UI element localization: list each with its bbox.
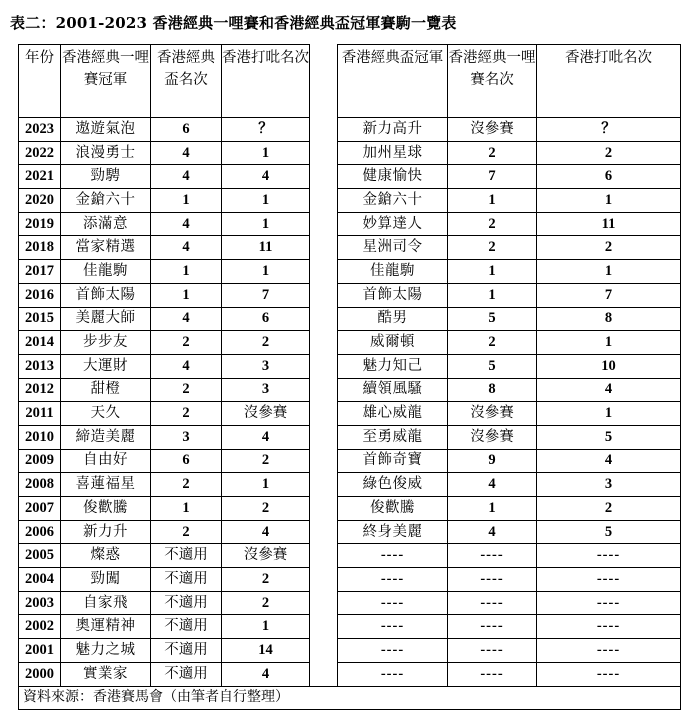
cell-mile-place: 4 [448,473,537,497]
cell-mile-place: 1 [448,260,537,284]
header-cup-place: 香港經典盃名次 [151,45,222,118]
cell-mile-place: ---- [448,662,537,686]
cell-mile-place: ---- [448,544,537,568]
cell-cup-place: 4 [151,165,222,189]
cell-cup-winner: ---- [338,639,448,663]
cell-cup-winner: 首飾奇寶 [338,449,448,473]
cell-derby-place-2: ---- [537,615,681,639]
cell-year: 2018 [19,236,61,260]
cell-derby-place-2: 1 [537,331,681,355]
cell-mile-place: 7 [448,165,537,189]
header-row [19,45,681,118]
cell-year: 2021 [19,165,61,189]
cell-cup-place: 2 [151,378,222,402]
cell-separator [310,662,338,686]
cell-separator [310,497,338,521]
cell-separator [310,402,338,426]
cell-year: 2005 [19,544,61,568]
cell-cup-place: 6 [151,118,222,142]
cell-derby-place-1: 6 [222,307,310,331]
table-row [19,354,681,378]
header-derby-place-1: 香港打吡名次 [222,45,310,118]
cell-separator [310,331,338,355]
cell-cup-place: 不適用 [151,639,222,663]
table-row [19,141,681,165]
cell-separator [310,639,338,663]
cell-mile-winner: 奧運精神 [61,615,151,639]
cell-cup-place: 4 [151,141,222,165]
header-derby-place-2: 香港打吡名次 [537,45,681,118]
cell-derby-place-2: 2 [537,236,681,260]
cell-derby-place-1: 14 [222,639,310,663]
cell-separator [310,449,338,473]
cell-cup-winner: ---- [338,615,448,639]
cell-cup-place: 2 [151,331,222,355]
cell-year: 2007 [19,497,61,521]
cell-separator [310,212,338,236]
cell-cup-place: 2 [151,402,222,426]
cell-derby-place-1: 2 [222,591,310,615]
cell-cup-winner: 酷男 [338,307,448,331]
cell-separator [310,544,338,568]
cell-year: 2003 [19,591,61,615]
cell-cup-winner: 妙算達人 [338,212,448,236]
cell-derby-place-2: 10 [537,354,681,378]
cell-mile-place: 8 [448,378,537,402]
cell-separator [310,520,338,544]
source-row [19,686,681,709]
cell-year: 2013 [19,354,61,378]
cell-derby-place-2: 4 [537,449,681,473]
cell-cup-place: 1 [151,283,222,307]
cell-year: 2011 [19,402,61,426]
cell-cup-place: 6 [151,449,222,473]
cell-cup-winner: 俊歡騰 [338,497,448,521]
cell-cup-place: 2 [151,520,222,544]
table-row [19,307,681,331]
cell-derby-place-2: 5 [537,520,681,544]
table-row [19,260,681,284]
cell-mile-winner: 自由好 [61,449,151,473]
cell-mile-place: ---- [448,639,537,663]
cell-cup-place: 不適用 [151,615,222,639]
cell-derby-place-2: 7 [537,283,681,307]
header-mile-place: 香港經典一哩賽名次 [448,45,537,118]
cell-separator [310,307,338,331]
cell-mile-winner: 燦惑 [61,544,151,568]
cell-mile-place: 9 [448,449,537,473]
cell-separator [310,591,338,615]
cell-cup-place: 2 [151,473,222,497]
cell-year: 2020 [19,189,61,213]
cell-mile-place: 1 [448,283,537,307]
cell-mile-winner: 天久 [61,402,151,426]
cell-mile-place: 5 [448,354,537,378]
cell-mile-winner: 步步友 [61,331,151,355]
cell-cup-winner: 續領風騷 [338,378,448,402]
cell-derby-place-1: 1 [222,141,310,165]
cell-mile-winner: 首飾太陽 [61,283,151,307]
cell-separator [310,615,338,639]
cell-derby-place-2: 1 [537,402,681,426]
table-row [19,425,681,449]
table-row [19,165,681,189]
cell-cup-place: 不適用 [151,568,222,592]
cell-separator [310,568,338,592]
table-title: 表二：2001-2023 香港經典一哩賽和香港經典盃冠軍賽駒一覽表 [10,14,457,32]
cell-separator [310,141,338,165]
cell-cup-place: 4 [151,212,222,236]
header-cup-winner: 香港經典盃冠軍 [338,45,448,118]
cell-derby-place-1: 4 [222,165,310,189]
cell-derby-place-1: 7 [222,283,310,307]
cell-derby-place-2: 3 [537,473,681,497]
cell-derby-place-1: 3 [222,354,310,378]
cell-derby-place-2: ---- [537,639,681,663]
cell-mile-winner: 締造美麗 [61,425,151,449]
cell-year: 2010 [19,425,61,449]
table-row [19,639,681,663]
table-row [19,662,681,686]
cell-cup-place: 4 [151,307,222,331]
cell-derby-place-2: 8 [537,307,681,331]
cell-derby-place-1: 1 [222,212,310,236]
cell-cup-winner: 加州星球 [338,141,448,165]
table-row [19,449,681,473]
cell-year: 2019 [19,212,61,236]
cell-year: 2009 [19,449,61,473]
cell-derby-place-1: 1 [222,473,310,497]
cell-cup-winner: 金鎗六十 [338,189,448,213]
cell-cup-winner: 首飾太陽 [338,283,448,307]
header-year: 年份 [19,45,61,118]
table-row [19,118,681,142]
cell-mile-place: 2 [448,212,537,236]
table-row [19,331,681,355]
cell-derby-place-1: 沒參賽 [222,402,310,426]
cell-derby-place-1: 2 [222,568,310,592]
results-table [18,44,681,710]
cell-derby-place-1: 4 [222,425,310,449]
header-mile-winner: 香港經典一哩賽冠軍 [61,45,151,118]
cell-cup-winner: ---- [338,544,448,568]
cell-year: 2015 [19,307,61,331]
cell-cup-place: 1 [151,497,222,521]
cell-mile-winner: 佳龍駒 [61,260,151,284]
cell-mile-winner: 當家精選 [61,236,151,260]
table-row [19,544,681,568]
cell-cup-winner: 星洲司令 [338,236,448,260]
cell-cup-winner: ---- [338,591,448,615]
cell-mile-winner: 自家飛 [61,591,151,615]
column-separator [310,45,338,118]
cell-cup-winner: 佳龍駒 [338,260,448,284]
cell-mile-winner: 勁騁 [61,165,151,189]
cell-cup-winner: ---- [338,568,448,592]
cell-separator [310,425,338,449]
cell-derby-place-2: ---- [537,591,681,615]
cell-mile-winner: 俊歡騰 [61,497,151,521]
cell-mile-winner: 遨遊氣泡 [61,118,151,142]
table-body [19,118,681,687]
cell-mile-winner: 美麗大師 [61,307,151,331]
cell-cup-winner: 威爾頓 [338,331,448,355]
cell-cup-place: 1 [151,189,222,213]
cell-mile-place: ---- [448,615,537,639]
cell-separator [310,118,338,142]
cell-derby-place-1: 1 [222,189,310,213]
cell-derby-place-2: 2 [537,141,681,165]
cell-derby-place-2: 2 [537,497,681,521]
cell-year: 2002 [19,615,61,639]
cell-mile-place: 2 [448,141,537,165]
cell-cup-winner: 魅力知己 [338,354,448,378]
cell-year: 2016 [19,283,61,307]
table-row [19,402,681,426]
source-note: 資料來源：香港賽馬會（由筆者自行整理） [19,686,681,709]
cell-year: 2012 [19,378,61,402]
cell-cup-winner: 新力高升 [338,118,448,142]
cell-year: 2006 [19,520,61,544]
table-row [19,591,681,615]
cell-cup-winner: 雄心威龍 [338,402,448,426]
table-row [19,615,681,639]
cell-mile-place: 4 [448,520,537,544]
table-row [19,236,681,260]
cell-mile-place: 沒參賽 [448,118,537,142]
cell-cup-winner: ---- [338,662,448,686]
cell-mile-winner: 勁闖 [61,568,151,592]
cell-derby-place-2: ？ [537,118,681,142]
cell-mile-place: 1 [448,189,537,213]
cell-derby-place-1: 沒參賽 [222,544,310,568]
cell-mile-place: ---- [448,591,537,615]
cell-year: 2004 [19,568,61,592]
cell-mile-place: 2 [448,331,537,355]
cell-mile-winner: 浪漫勇士 [61,141,151,165]
cell-cup-winner: 終身美麗 [338,520,448,544]
table-row [19,283,681,307]
cell-derby-place-1: 2 [222,449,310,473]
cell-year: 2001 [19,639,61,663]
cell-derby-place-1: 1 [222,615,310,639]
cell-cup-place: 1 [151,260,222,284]
cell-cup-winner: 健康愉快 [338,165,448,189]
cell-derby-place-2: 1 [537,260,681,284]
cell-cup-place: 不適用 [151,591,222,615]
cell-separator [310,260,338,284]
cell-cup-winner: 綠色俊威 [338,473,448,497]
cell-derby-place-2: 5 [537,425,681,449]
cell-mile-place: 沒參賽 [448,425,537,449]
table-row [19,520,681,544]
cell-cup-place: 4 [151,236,222,260]
table-row [19,568,681,592]
cell-mile-place: 沒參賽 [448,402,537,426]
cell-derby-place-2: 1 [537,189,681,213]
cell-mile-winner: 甜橙 [61,378,151,402]
cell-cup-winner: 至勇威龍 [338,425,448,449]
cell-derby-place-1: 2 [222,497,310,521]
table-row [19,497,681,521]
cell-mile-winner: 金鎗六十 [61,189,151,213]
table-row [19,473,681,497]
cell-derby-place-1: 2 [222,331,310,355]
cell-cup-place: 3 [151,425,222,449]
cell-year: 2023 [19,118,61,142]
cell-mile-place: 1 [448,497,537,521]
table-row [19,212,681,236]
cell-derby-place-1: 4 [222,520,310,544]
cell-derby-place-2: ---- [537,568,681,592]
cell-year: 2017 [19,260,61,284]
cell-derby-place-1: 4 [222,662,310,686]
cell-mile-place: ---- [448,568,537,592]
cell-cup-place: 不適用 [151,544,222,568]
cell-mile-winner: 喜蓮福星 [61,473,151,497]
cell-separator [310,165,338,189]
cell-derby-place-2: 11 [537,212,681,236]
cell-mile-place: 5 [448,307,537,331]
cell-year: 2008 [19,473,61,497]
cell-cup-place: 4 [151,354,222,378]
cell-derby-place-2: 6 [537,165,681,189]
cell-separator [310,378,338,402]
cell-mile-place: 2 [448,236,537,260]
cell-mile-winner: 大運財 [61,354,151,378]
table-row [19,189,681,213]
cell-mile-winner: 魅力之城 [61,639,151,663]
cell-derby-place-1: 1 [222,260,310,284]
cell-derby-place-1: 3 [222,378,310,402]
cell-year: 2022 [19,141,61,165]
cell-separator [310,189,338,213]
cell-mile-winner: 新力升 [61,520,151,544]
cell-separator [310,354,338,378]
cell-derby-place-2: ---- [537,662,681,686]
cell-derby-place-2: 4 [537,378,681,402]
cell-year: 2014 [19,331,61,355]
cell-separator [310,236,338,260]
cell-mile-winner: 實業家 [61,662,151,686]
cell-derby-place-1: ？ [222,118,310,142]
table-row [19,378,681,402]
cell-mile-winner: 添滿意 [61,212,151,236]
cell-year: 2000 [19,662,61,686]
cell-derby-place-2: ---- [537,544,681,568]
cell-derby-place-1: 11 [222,236,310,260]
cell-separator [310,473,338,497]
cell-separator [310,283,338,307]
cell-cup-place: 不適用 [151,662,222,686]
